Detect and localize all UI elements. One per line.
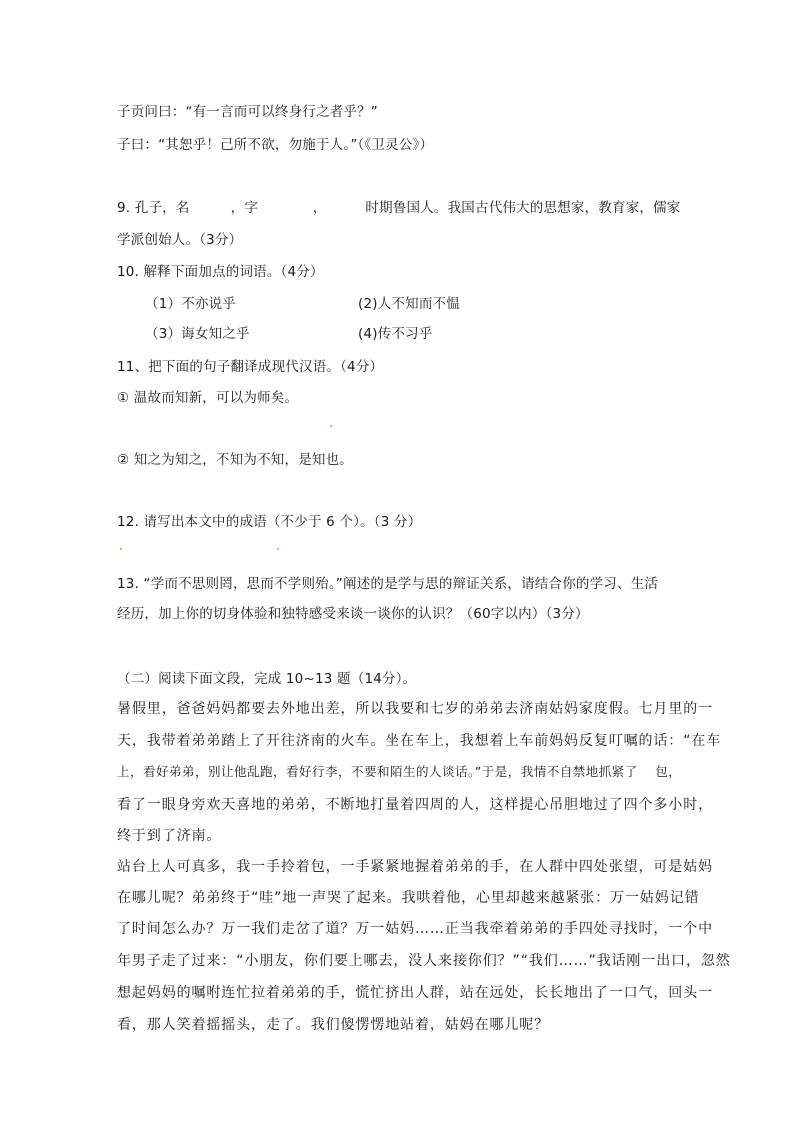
question-10-item-1: （1）不亦说乎 [145, 296, 236, 312]
question-10: 10. 解释下面加点的词语。（4分） [117, 264, 324, 280]
question-11-item-2: ② 知之为知之，不知为不知，是知也。 [117, 452, 353, 468]
question-11: 11、把下面的句子翻译成现代汉语。（4分） [117, 359, 384, 375]
question-9-line-1: 9. 孔子，名 ，字 ， 时期鲁国人。我国古代伟大的思想家，教育家，儒家 [117, 200, 681, 216]
speck-mark [120, 548, 122, 550]
passage-line: 想起妈妈的嘱咐连忙拉着弟弟的手，慌忙挤出人群，站在远处，长长地出了一口气，回头一 [117, 985, 713, 1001]
question-10-item-2: (2)人不知而不愠 [358, 296, 460, 312]
question-12: 12. 请写出本文中的成语（不少于 6 个）。（3 分） [117, 514, 422, 530]
passage-line: 看了一眼身旁欢天喜地的弟弟，不断地打量着四周的人，这样提心吊胆地过了四个多小时， [117, 797, 713, 813]
question-13-line-1: 13. “学而不思则罔，思而不学则殆。”阐述的是学与思的辩证关系，请结合你的学习、生活 [117, 576, 659, 592]
question-11-item-1: ① 温故而知新，可以为师矣。 [117, 390, 299, 406]
question-10-item-4: (4)传不习乎 [358, 326, 433, 342]
passage-line: 在哪儿呢？弟弟终于“哇”地一声哭了起来。我哄着他，心里却越来越紧张：万一姑妈记错 [117, 890, 700, 906]
question-13-line-2: 经历，加上你的切身体验和独特感受来谈一谈你的认识？（60字以内）（3分） [117, 606, 589, 622]
passage-line: 暑假里，爸爸妈妈都要去外地出差，所以我要和七岁的弟弟去济南姑妈家度假。七月里的一 [117, 701, 713, 717]
dialogue-line-2: 子曰：“其恕乎！己所不欲，勿施于人。”（《卫灵公》） [117, 137, 434, 153]
question-10-item-3: （3）诲女知之乎 [145, 326, 250, 342]
speck-mark [277, 548, 279, 550]
passage-line: 站台上人可真多，我一手拎着包，一手紧紧地握着弟弟的手，在人群中四处张望，可是姑妈 [117, 859, 713, 875]
passage-line: 上，看好弟弟，别让他乱跑，看好行李，不要和陌生的人谈话。”于是，我情不自禁地抓紧了 包， [117, 764, 682, 779]
passage-line: 年男子走了过来：“小朋友，你们要上哪去，没人来接你们？”“我们……”我话刚一出口，忽然 [117, 953, 731, 969]
passage-line: 天，我带着弟弟踏上了开往济南的火车。坐在车上，我想着上车前妈妈反复叮嘱的话：“在车 [117, 733, 722, 749]
section-2-heading: （二）阅读下面文段，完成 10~13 题（14分）。 [117, 671, 417, 687]
passage-line: 了时间怎么办？万一我们走岔了道？万一姑妈……正当我牵着弟弟的手四处寻找时，一个中 [117, 921, 713, 937]
passage-line: 看，那人笑着摇摇头，走了。我们傻愣愣地站着，姑妈在哪儿呢？ [117, 1017, 550, 1033]
speck-mark [330, 425, 332, 427]
dialogue-line-1: 子贡问曰：“有一言而可以终身行之者乎？” [117, 104, 378, 120]
passage-line: 终于到了济南。 [117, 828, 222, 844]
question-9-line-2: 学派创始人。（3分） [117, 232, 243, 248]
